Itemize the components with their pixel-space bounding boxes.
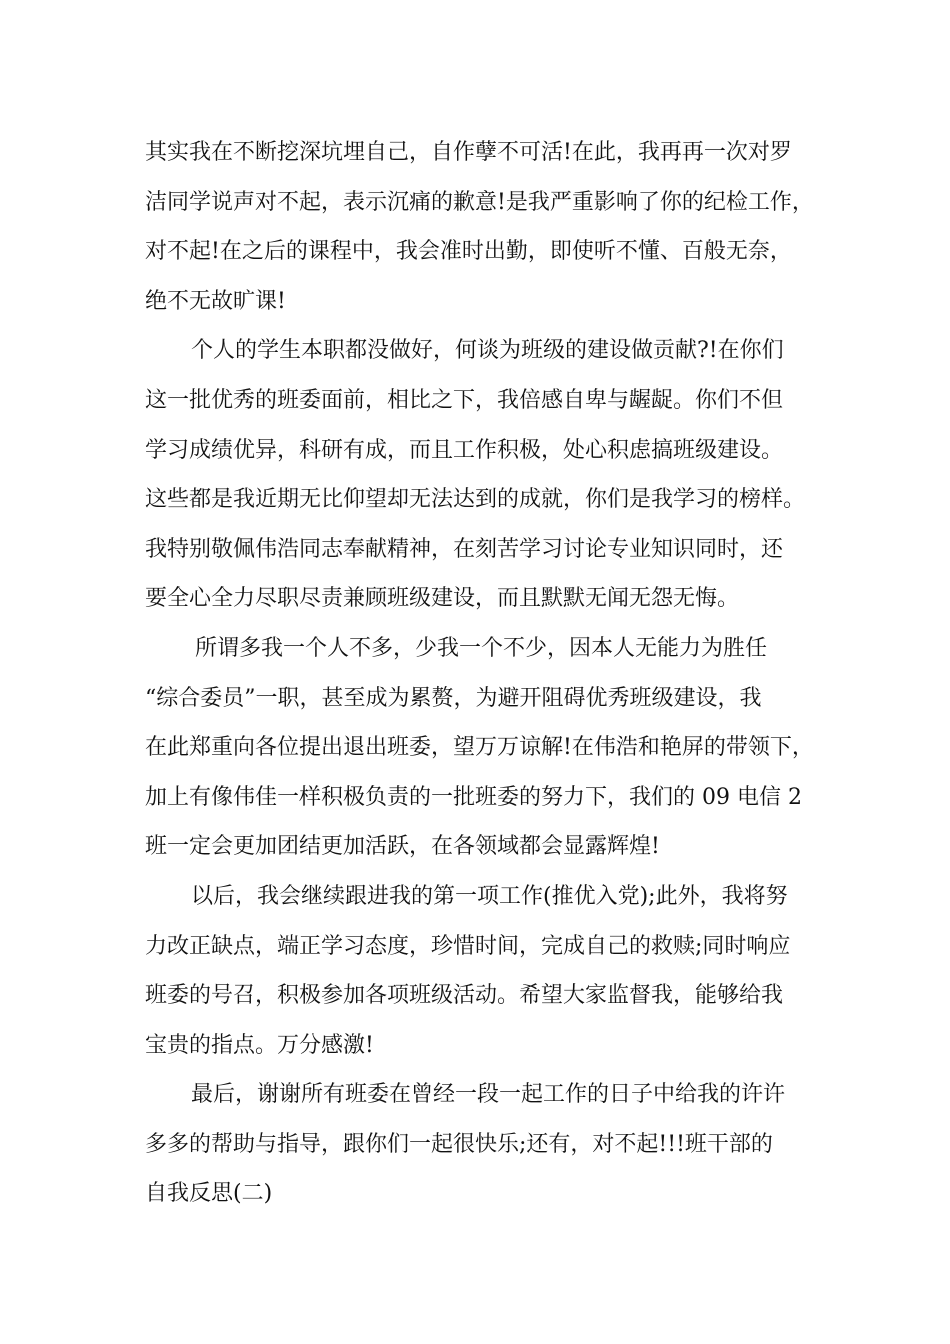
document-body <box>145 128 825 1219</box>
paragraph-2 <box>145 326 825 624</box>
paragraph-4 <box>145 872 825 1070</box>
paragraph-1 <box>145 128 825 326</box>
text-line: 学习成绩优异，科研有成，而且工作积极，处心积虑搞班级建设。 <box>145 437 784 463</box>
text-line: 最后，谢谢所有班委在曾经一段一起工作的日子中给我的许许 <box>191 1082 786 1108</box>
text-line: 这一批优秀的班委面前，相比之下，我倍感自卑与龌龊。你们不但 <box>145 387 784 413</box>
text-line: 绝不无故旷课! <box>145 288 286 314</box>
text-line: 班一定会更加团结更加活跃，在各领域都会显露辉煌! <box>145 834 660 860</box>
text-line: 班委的号召，积极参加各项班级活动。希望大家监督我，能够给我 <box>145 983 784 1009</box>
text-line: 所谓多我一个人不多，少我一个不少，因本人无能力为胜任 <box>195 635 768 661</box>
text-line: 宝贵的指点。万分感激! <box>145 1032 374 1058</box>
text-line: 对不起!在之后的课程中，我会准时出勤，即使听不懂、百般无奈， <box>145 239 792 265</box>
paragraph-5 <box>145 1070 825 1219</box>
text-line: 其实我在不断挖深坑埋自己，自作孽不可活!在此，我再再一次对罗 <box>145 140 792 165</box>
paragraph-3 <box>145 624 825 872</box>
text-line: 力改正缺点，端正学习态度，珍惜时间，完成自己的救赎;同时响应 <box>145 933 791 959</box>
text-line: 以后，我会继续跟进我的第一项工作(推优入党);此外，我将努 <box>191 883 788 909</box>
text-line: 自我反思(二) <box>145 1181 273 1207</box>
text-line: 这些都是我近期无比仰望却无法达到的成就，你们是我学习的榜样。 <box>145 487 806 513</box>
text-line: 多多的帮助与指导，跟你们一起很快乐;还有，对不起!!!班干部的 <box>145 1131 773 1157</box>
text-line: 我特别敬佩伟浩同志奉献精神，在刻苦学习讨论专业知识同时，还 <box>145 536 784 562</box>
text-line: 个人的学生本职都没做好，何谈为班级的建设做贡献?!在你们 <box>191 338 784 364</box>
text-line: 洁同学说声对不起，表示沉痛的歉意!是我严重影响了你的纪检工作， <box>145 189 814 215</box>
text-line: 要全心全力尽职尽责兼顾班级建设，而且默默无闻无怨无悔。 <box>145 586 740 612</box>
text-line: “综合委员”一职，甚至成为累赘，为避开阻碍优秀班级建设，我 <box>145 685 762 711</box>
text-line: 在此郑重向各位提出退出班委，望万万谅解!在伟浩和艳屏的带领下， <box>145 735 814 761</box>
text-line: 加上有像伟佳一样积极负责的一批班委的努力下，我们的 09 电信 2 <box>145 784 802 810</box>
